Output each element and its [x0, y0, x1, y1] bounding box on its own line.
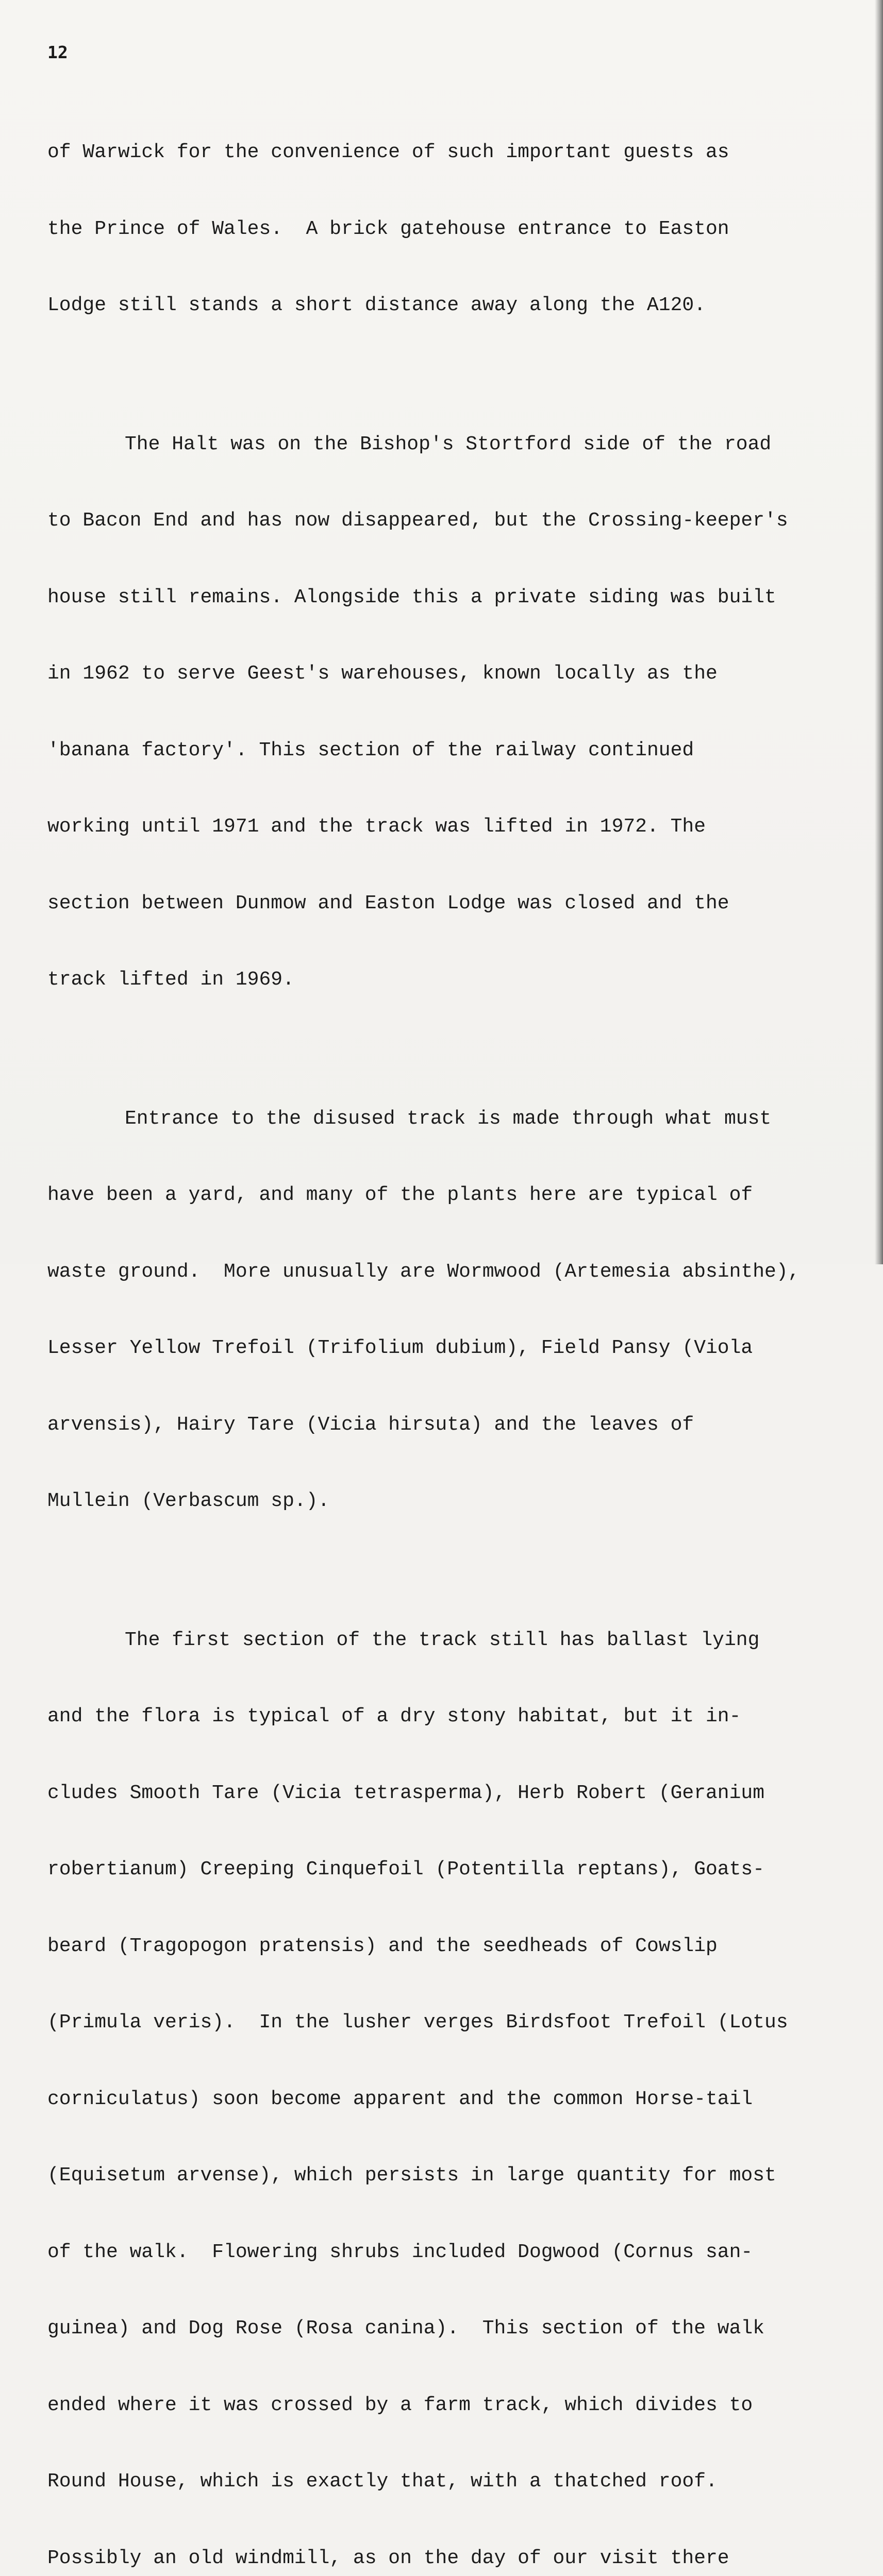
text-line: The first section of the track still has ballast lying: [47, 1628, 852, 1653]
text-line: (Primula veris). In the lusher verges Birdsfoot Trefoil (Lotus: [47, 2010, 852, 2036]
document-page: [0, 0, 883, 1264]
text-line: robertianum) Creeping Cinquefoil (Potentilla reptans), Goats-: [47, 1857, 852, 1883]
text-line: Entrance to the disused track is made through what must: [47, 1106, 852, 1132]
paragraph: [47, 1055, 852, 1565]
text-line: arvensis), Hairy Tare (Vicia hirsuta) and the leaves of: [47, 1412, 852, 1438]
text-line: The Halt was on the Bishop's Stortford side of the road: [47, 432, 852, 457]
text-line: the Prince of Wales. A brick gatehouse entrance to Easton: [47, 216, 852, 242]
text-line: Mullein (Verbascum sp.).: [47, 1488, 852, 1514]
text-line: of Warwick for the convenience of such important guests as: [47, 140, 852, 165]
text-line: beard (Tragopogon pratensis) and the seedheads of Cowslip: [47, 1934, 852, 1959]
text-line: corniculatus) soon become apparent and the common Horse-tail: [47, 2087, 852, 2112]
text-line: working until 1971 and the track was lifted in 1972. The: [47, 814, 852, 840]
page-number: 12: [47, 42, 68, 62]
paragraph: [47, 89, 852, 369]
text-line: in 1962 to serve Geest's warehouses, known locally as the: [47, 661, 852, 687]
text-line: guinea) and Dog Rose (Rosa canina). This section of the walk: [47, 2316, 852, 2342]
text-line: cludes Smooth Tare (Vicia tetrasperma), Herb Robert (Geranium: [47, 1781, 852, 1806]
text-line: have been a yard, and many of the plants here are typical of: [47, 1182, 852, 1208]
text-line: waste ground. More unusually are Wormwood (Artemesia absinthe),: [47, 1259, 852, 1285]
text-line: to Bacon End and has now disappeared, but the Crossing-keeper's: [47, 508, 852, 534]
text-line: section between Dunmow and Easton Lodge was closed and the: [47, 891, 852, 917]
text-line: (Equisetum arvense), which persists in large quantity for most: [47, 2163, 852, 2189]
text-line: track lifted in 1969.: [47, 967, 852, 993]
text-line: and the flora is typical of a dry stony habitat, but it in-: [47, 1704, 852, 1730]
text-line: Lesser Yellow Trefoil (Trifolium dubium), Field Pansy (Viola: [47, 1335, 852, 1361]
page-edge-shadow: [875, 0, 883, 1264]
text-line: of the walk. Flowering shrubs included Dogwood (Cornus san-: [47, 2240, 852, 2265]
body-text: [47, 89, 852, 2576]
paragraph: [47, 1577, 852, 2576]
text-line: Lodge still stands a short distance away along the A120.: [47, 293, 852, 318]
text-line: 'banana factory'. This section of the railway continued: [47, 738, 852, 764]
text-line: ended where it was crossed by a farm track, which divides to: [47, 2393, 852, 2418]
text-line: Possibly an old windmill, as on the day of our visit there: [47, 2546, 852, 2571]
text-line: house still remains. Alongside this a private siding was built: [47, 585, 852, 611]
paragraph: [47, 381, 852, 1044]
text-line: Round House, which is exactly that, with a thatched roof.: [47, 2469, 852, 2495]
